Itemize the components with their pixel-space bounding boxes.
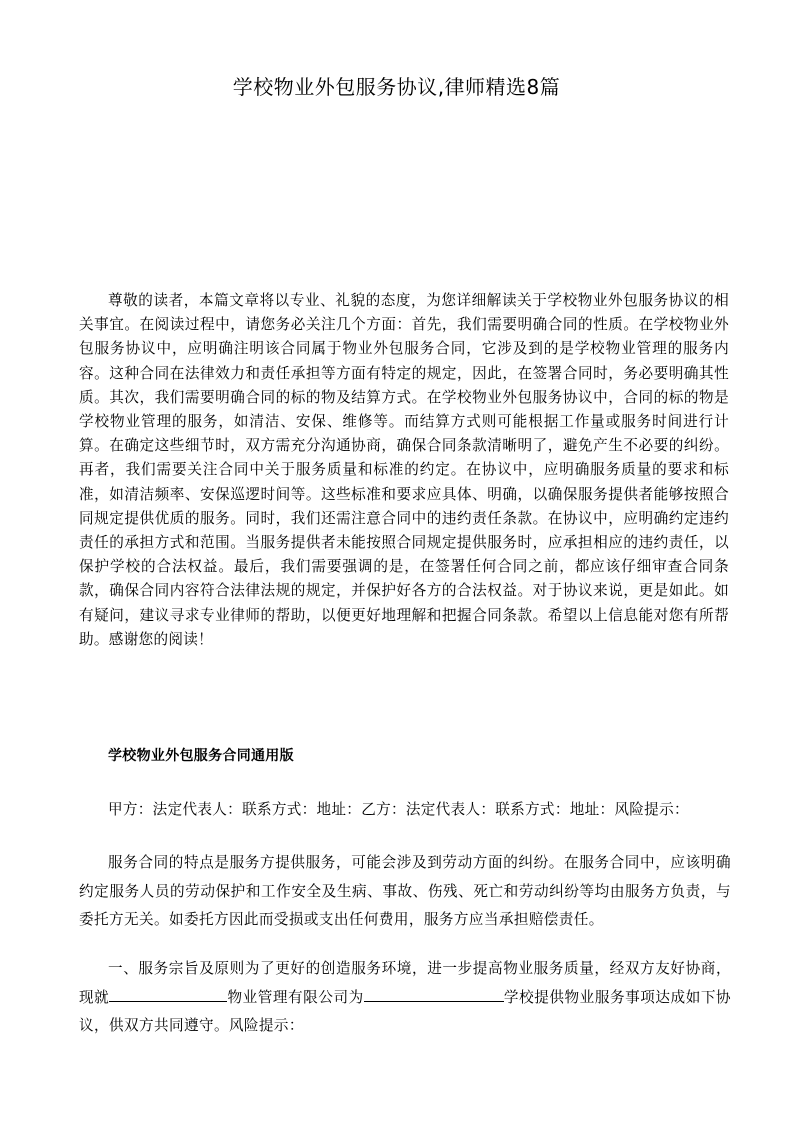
clause-1-text-part-1: 一、服务宗旨及原则为了更好的创造服务环境，进一步提高物业服务质量，经双方友好协商，现就 [79, 960, 731, 1006]
clause-1-text-part-3: 学校提供物业服务事项达成如下协议，供双方共同遵守。风险提示： [79, 988, 731, 1034]
blank-fill-line-company [109, 987, 227, 1002]
blank-fill-line-school [364, 987, 504, 1002]
parties-line: 甲方：法定代表人：联系方式：地址：乙方：法定代表人：联系方式：地址：风险提示： [108, 801, 689, 818]
service-paragraph: 服务合同的特点是服务方提供服务，可能会涉及到劳动方面的纠纷。在服务合同中，应该明确约定服务人员的劳动保护和工作安全及生病、事故、伤残、死亡和劳动纠纷等均由服务方负责，与委托方无关。如委托方因此而受损或支出任何费用，服务方应当承担赔偿责任。 [79, 854, 731, 928]
section-heading: 学校物业外包服务合同通用版 [108, 748, 294, 764]
clause-1-paragraph [79, 955, 731, 1041]
clause-1-text-part-2: 物业管理有限公司为 [227, 988, 364, 1006]
intro-paragraph: 尊敬的读者，本篇文章将以专业、礼貌的态度，为您详细解读关于学校物业外包服务协议的相关事宜。在阅读过程中，请您务必关注几个方面：首先，我们需要明确合同的性质。在学校物业外包服务协议中，应明确注明该合同属于物业外包服务合同，它涉及到的是学校物业管理的服务内容。这种合同在法律效力和责任承担等方面有特定的规定，因此，在签署合同时，务必要明确其性质。其次，我们需要明确合同的标的物及结算方式。在学校物业外包服务协议中，合同的标的物是学校物业管理的服务，如清洁、安保、维修等。而结算方式则可能根据工作量或服务时间进行计算。在确定这些细节时，双方需充分沟通协商，确保合同条款清晰明了，避免产生不必要的纠纷。再者，我们需要关注合同中关于服务质量和标准的约定。在协议中，应明确服务质量的要求和标准，如清洁频率、安保巡逻时间等。这些标准和要求应具体、明确，以确保服务提供者能够按照合同规定提供优质的服务。同时，我们还需注意合同中的违约责任条款。在协议中，应明确约定违约责任的承担方式和范围。当服务提供者未能按照合同规定提供服务时，应承担相应的违约责任，以保护学校的合法权益。最后，我们需要强调的是，在签署任何合同之前，都应该仔细审查合同条款，确保合同内容符合法律法规的规定，并保护好各方的合法权益。对于协议来说，更是如此。如有疑问，建议寻求专业律师的帮助，以便更好地理解和把握合同条款。希望以上信息能对您有所帮助。感谢您的阅读！ [79, 292, 729, 648]
document-title: 学校物业外包服务协议,律师精选8篇 [232, 75, 561, 99]
